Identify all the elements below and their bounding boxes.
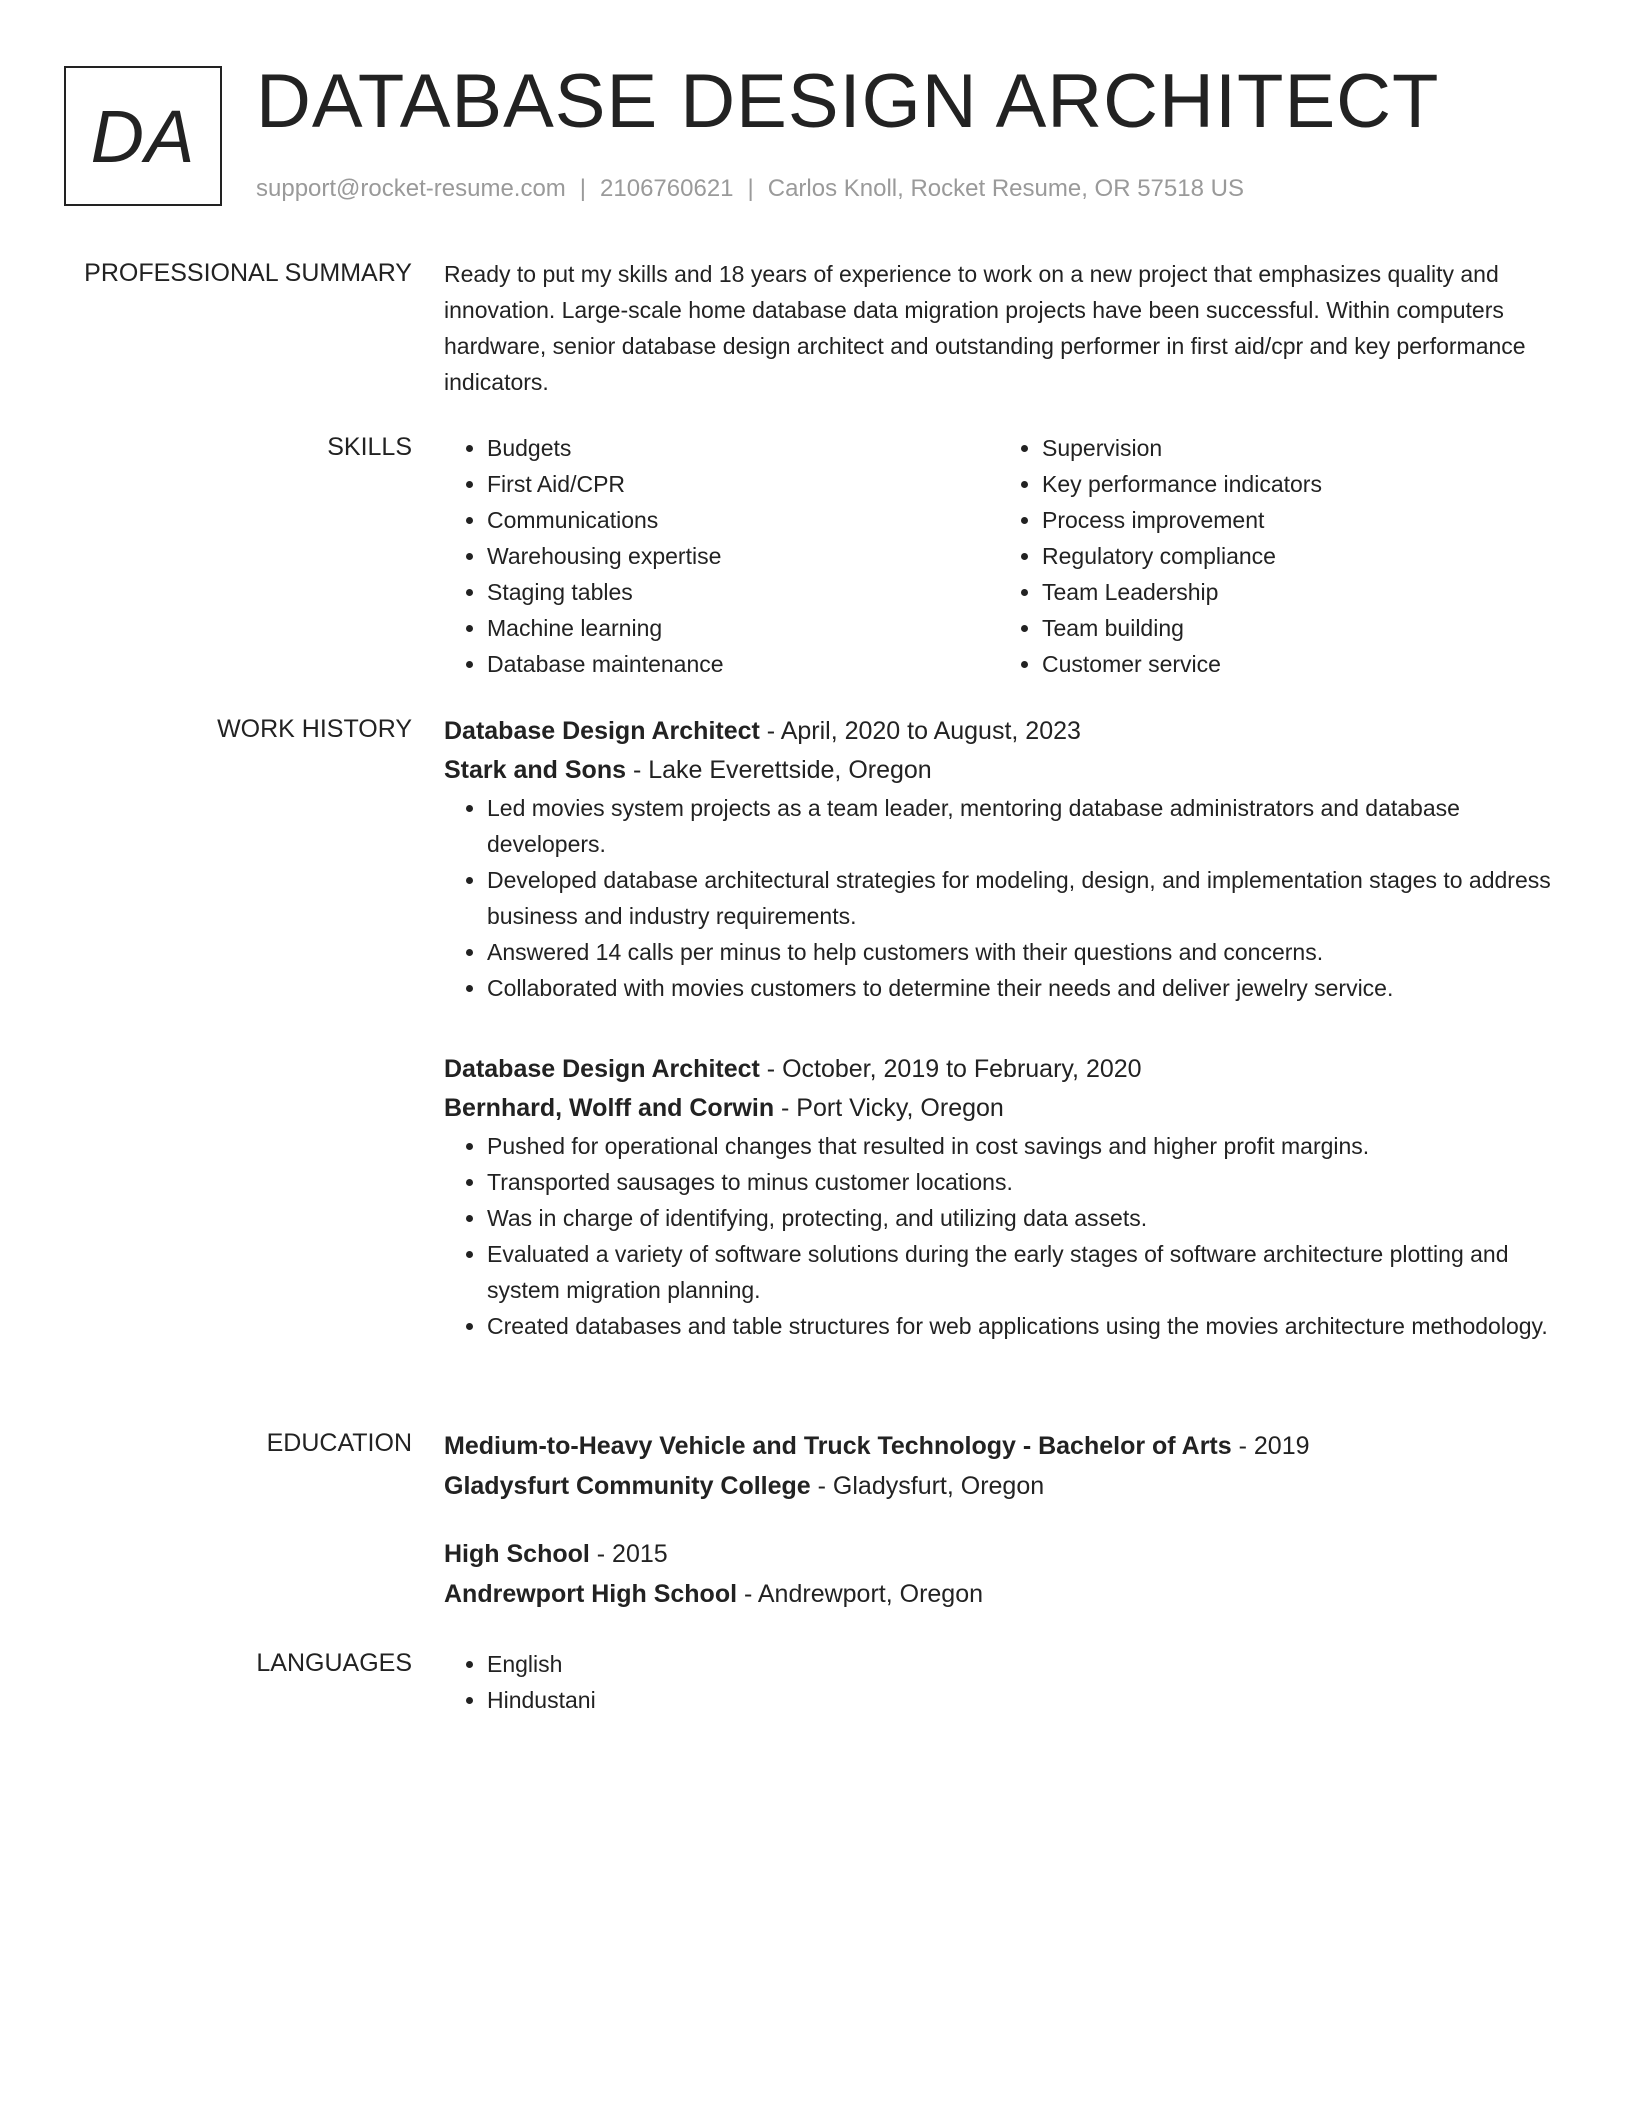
job-company: Bernhard, Wolff and Corwin <box>444 1094 775 1122</box>
education-entry <box>444 1534 1554 1614</box>
job-bullet: • Evaluated a variety of software solutions during the early stages of software architecture plotting and system migration planning. <box>487 1236 1554 1308</box>
skill-item: • Customer service <box>1042 646 1554 682</box>
skill-item: • Staging tables <box>487 574 999 610</box>
resume-title: DATABASE DESIGN ARCHITECT <box>256 59 1440 144</box>
skill-item: • Team Leadership <box>1042 574 1554 610</box>
skill-item: • Machine learning <box>487 610 999 646</box>
education-location: - Gladysfurt, Oregon <box>810 1472 1045 1500</box>
work-history-body <box>444 712 1554 1339</box>
education-degree: Medium-to-Heavy Vehicle and Truck Technology - Bachelor of Arts <box>444 1432 1232 1460</box>
job-bullet: • Was in charge of identifying, protecting, and utilizing data assets. <box>487 1200 1554 1236</box>
summary-body <box>444 256 1554 400</box>
job-bullet: • Collaborated with movies customers to determine their needs and deliver jewelry service. <box>487 970 1554 1006</box>
education-entry <box>444 1426 1554 1506</box>
education-location: - Andrewport, Oregon <box>737 1580 984 1608</box>
job-company: Stark and Sons <box>444 756 626 784</box>
contact-separator: | <box>579 175 587 202</box>
job-bullet: • Answered 14 calls per minus to help customers with their questions and concerns. <box>487 934 1554 970</box>
skills-list-right <box>999 430 1554 682</box>
section-label-education: EDUCATION <box>266 1429 412 1457</box>
job-location: - Port Vicky, Oregon <box>774 1094 1004 1122</box>
skill-item: • Database maintenance <box>487 646 999 682</box>
education-school: Andrewport High School <box>444 1580 738 1608</box>
job-entry <box>444 712 1554 1006</box>
job-title-line <box>444 712 1554 751</box>
section-label-work-history: WORK HISTORY <box>217 715 412 743</box>
job-location: - Lake Everettside, Oregon <box>626 756 932 784</box>
job-bullet: • Led movies system projects as a team leader, mentoring database administrators and database developers. <box>487 790 1554 862</box>
contact-address: Carlos Knoll, Rocket Resume, OR 57518 US <box>767 175 1244 202</box>
education-year: - 2015 <box>589 1540 668 1568</box>
job-bullet: • Pushed for operational changes that resulted in cost savings and higher profit margins. <box>487 1128 1554 1164</box>
job-bullet: • Developed database architectural strategies for modeling, design, and implementation stages to address business and industry requirements. <box>487 862 1554 934</box>
education-degree: High School <box>444 1540 590 1568</box>
education-school-line <box>444 1466 1554 1506</box>
job-title: Database Design Architect <box>444 717 760 745</box>
skill-item: • Process improvement <box>1042 502 1554 538</box>
job-title: Database Design Architect <box>444 1055 760 1083</box>
languages-body <box>444 1646 1554 1718</box>
skill-item: • Key performance indicators <box>1042 466 1554 502</box>
contact-separator: | <box>747 175 754 202</box>
skill-item: • First Aid/CPR <box>487 466 999 502</box>
education-year: - 2019 <box>1231 1432 1310 1460</box>
skills-list-left <box>444 430 999 682</box>
contact-phone[interactable]: 2106760621 <box>600 175 734 202</box>
education-school-line <box>444 1574 1554 1614</box>
skill-item: • Warehousing expertise <box>487 538 999 574</box>
education-school: Gladysfurt Community College <box>444 1472 811 1500</box>
job-bullet: • Created databases and table structures for web applications using the movies architecture methodology. <box>487 1308 1554 1344</box>
section-label-skills: SKILLS <box>327 433 412 461</box>
contact-email[interactable]: support@rocket-resume.com <box>256 175 566 202</box>
skill-item: • Team building <box>1042 610 1554 646</box>
language-item: • English <box>487 1646 1554 1682</box>
summary-text: Ready to put my skills and 18 years of experience to work on a new project that emphasizes quality and innovation. Large-scale home database data migration projects have been successful. Within computers hardware, senior database design architect and outstanding performer in first aid/cpr and key performance indicators. <box>444 261 1526 395</box>
job-company-line <box>444 1089 1554 1128</box>
skills-body <box>444 430 1554 682</box>
job-dates: - October, 2019 to February, 2020 <box>759 1055 1142 1083</box>
job-title-line <box>444 1050 1554 1089</box>
job-bullets <box>444 1128 1554 1344</box>
skills-columns <box>444 430 1554 682</box>
skill-item: • Regulatory compliance <box>1042 538 1554 574</box>
skill-item: • Supervision <box>1042 430 1554 466</box>
skill-item: • Communications <box>487 502 999 538</box>
education-degree-line <box>444 1426 1554 1466</box>
education-body <box>444 1426 1554 1608</box>
section-label-summary: PROFESSIONAL SUMMARY <box>84 259 412 287</box>
language-item: • Hindustani <box>487 1682 1554 1718</box>
section-label-languages: LANGUAGES <box>256 1649 412 1677</box>
contact-line <box>256 172 1244 206</box>
job-bullets <box>444 790 1554 1006</box>
job-company-line <box>444 751 1554 790</box>
job-dates: - April, 2020 to August, 2023 <box>759 717 1081 745</box>
skill-item: • Budgets <box>487 430 999 466</box>
job-entry <box>444 1050 1554 1344</box>
job-bullet: • Transported sausages to minus customer locations. <box>487 1164 1554 1200</box>
education-degree-line <box>444 1534 1554 1574</box>
languages-list <box>444 1646 1554 1718</box>
monogram-badge: DA <box>64 66 222 206</box>
